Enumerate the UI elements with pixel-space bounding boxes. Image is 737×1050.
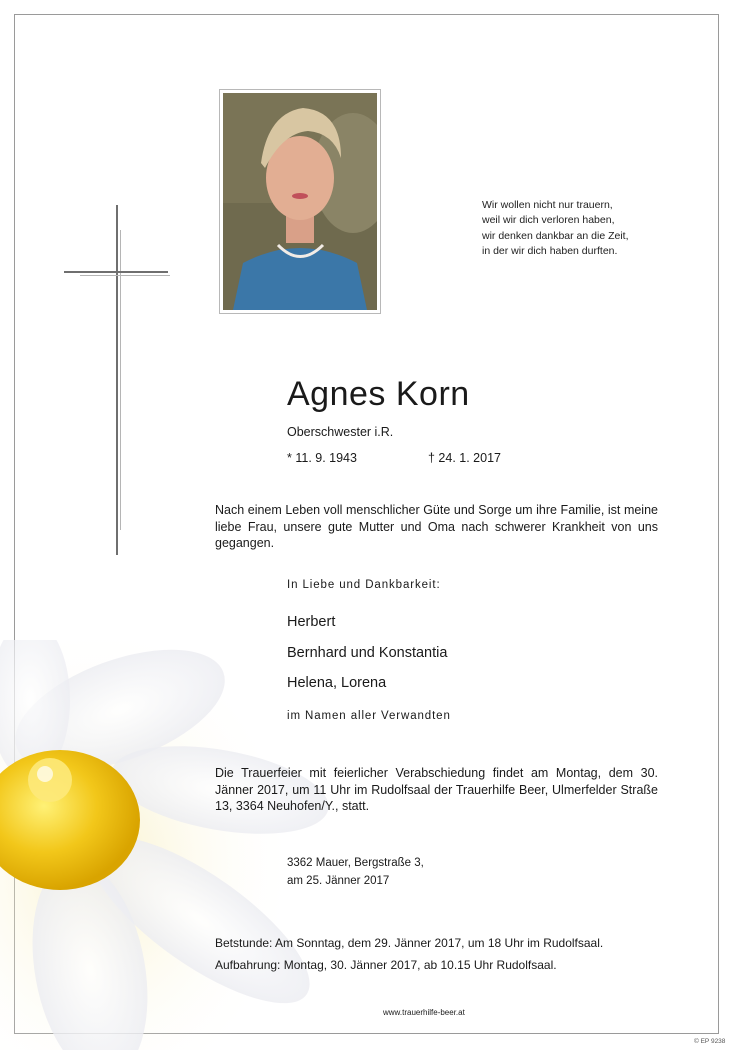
mourner-name: Bernhard und Konstantia xyxy=(287,645,448,661)
cross-horizontal xyxy=(64,271,168,273)
mourner-name: Helena, Lorena xyxy=(287,675,387,691)
birth-date: * 11. 9. 1943 xyxy=(287,451,357,465)
quote-line: in der wir dich haben durften. xyxy=(482,244,618,257)
announcement-text: Nach einem Leben voll menschlicher Güte und Sorge um ihre Familie, ist meine liebe Frau, unsere gute Mutter und Oma nach schwerer Krankheit von uns gegangen. xyxy=(215,503,658,550)
quote-line: wir denken dankbar an die Zeit, xyxy=(482,229,629,242)
death-date: † 24. 1. 2017 xyxy=(428,451,501,465)
mourners-intro: In Liebe und Dankbarkeit: xyxy=(287,579,441,591)
daisy-image xyxy=(0,640,330,1050)
portrait-photo xyxy=(219,89,381,314)
deceased-title: Oberschwester i.R. xyxy=(287,425,394,439)
website-link[interactable]: www.trauerhilfe-beer.at xyxy=(383,1008,465,1017)
place-date: am 25. Jänner 2017 xyxy=(287,875,390,887)
deceased-name: Agnes Korn xyxy=(287,375,470,413)
quote-line: Wir wollen nicht nur trauern, xyxy=(482,199,613,211)
viewing-info: Aufbahrung: Montag, 30. Jänner 2017, ab 10.15 Uhr Rudolfsaal. xyxy=(215,958,557,972)
prayer-info: Betstunde: Am Sonntag, dem 29. Jänner 2017, um 18 Uhr im Rudolfsaal. xyxy=(215,936,604,950)
memorial-quote xyxy=(482,198,702,259)
mourner-name: Herbert xyxy=(287,614,336,630)
place-address: 3362 Mauer, Bergstraße 3, xyxy=(287,857,424,869)
cross-horizontal-shadow xyxy=(80,275,170,276)
relatives-note: im Namen aller Verwandten xyxy=(287,710,451,722)
print-code: © EP 9238 xyxy=(694,1038,726,1045)
cross-vertical xyxy=(116,205,118,555)
ceremony-text: Die Trauerfeier mit feierlicher Verabschiedung findet am Montag, dem 30. Jänner 2017, um 11 Uhr im Rudolfsaal der Trauerhilfe Beer, Ulmerfelder Straße 13, 3364 Neuhofen/Y., statt. xyxy=(215,766,658,813)
quote-line: weil wir dich verloren haben, xyxy=(482,214,615,227)
